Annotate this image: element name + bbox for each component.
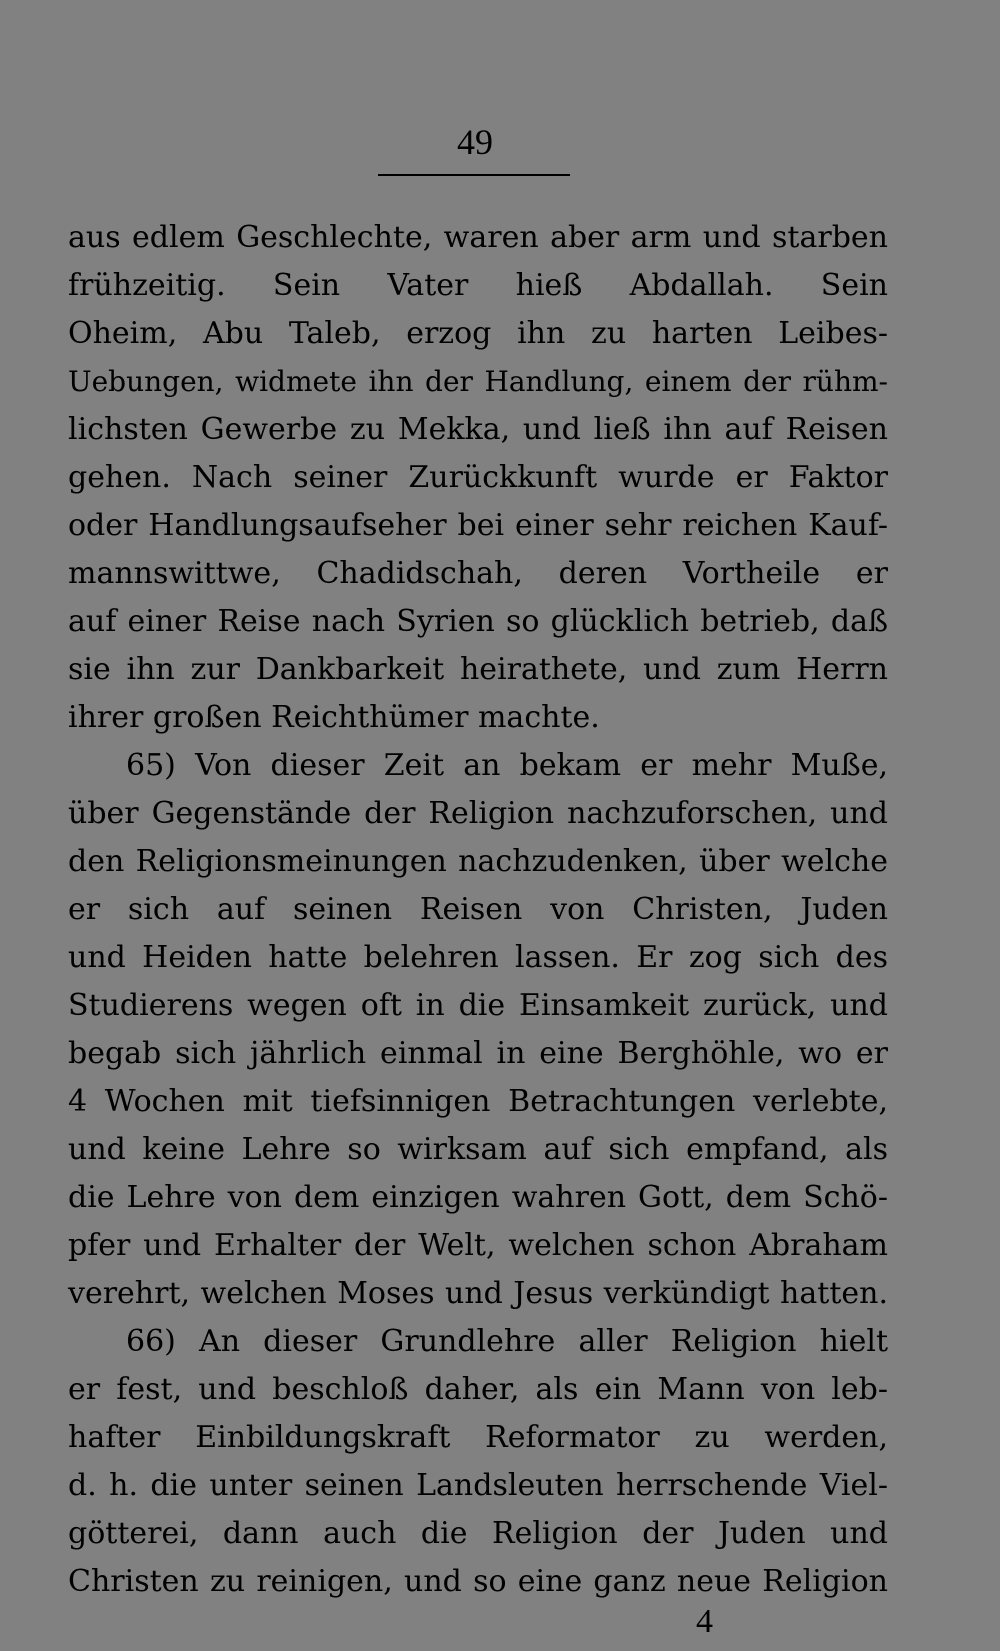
text-line: hafter Einbildungskraft Reformator zu werden, [68, 1420, 888, 1455]
text-line: auf einer Reise nach Syrien so glücklich betrieb, daß [68, 604, 888, 639]
text-line: er fest, und beschloß daher, als ein Mann von leb- [68, 1372, 888, 1407]
text-line: gehen. Nach seiner Zurückkunft wurde er Faktor [68, 460, 888, 495]
text-line: und keine Lehre so wirksam auf sich empfand, als [68, 1132, 888, 1167]
paragraph-65-start: 65) Von dieser Zeit an bekam er mehr Muße, [126, 748, 888, 783]
text-line: Uebungen, widmete ihn der Handlung, einem der rühm- [68, 365, 888, 398]
body-text [68, 214, 888, 1606]
signature-mark: 4 [696, 1603, 713, 1640]
text-line: frühzeitig. Sein Vater hieß Abdallah. Sein [68, 268, 888, 303]
text-line: Oheim, Abu Taleb, erzog ihn zu harten Leibes- [68, 316, 888, 351]
page-number: 49 [457, 122, 493, 162]
paragraph-66-start: 66) An dieser Grundlehre aller Religion hielt [126, 1324, 888, 1359]
text-line: verehrt, welchen Moses und Jesus verkündigt hatten. [68, 1276, 888, 1311]
text-line: und Heiden hatte belehren lassen. Er zog sich des [68, 940, 888, 975]
text-line: den Religionsmeinungen nachzudenken, über welche [68, 844, 888, 879]
text-line: aus edlem Geschlechte, waren aber arm und starben [68, 220, 888, 255]
text-line: er sich auf seinen Reisen von Christen, Juden [68, 892, 888, 927]
text-line: ihrer großen Reichthümer machte. [68, 700, 600, 735]
text-line: mannswittwe, Chadidschah, deren Vortheile er [68, 556, 888, 591]
text-line: Studierens wegen oft in die Einsamkeit zurück, und [68, 988, 888, 1023]
text-line: götterei, dann auch die Religion der Juden und [68, 1516, 888, 1551]
text-line: sie ihn zur Dankbarkeit heirathete, und zum Herrn [68, 652, 888, 687]
text-line: die Lehre von dem einzigen wahren Gott, dem Schö- [68, 1180, 888, 1215]
text-line: Christen zu reinigen, und so eine ganz neue Religion [68, 1564, 888, 1599]
text-line: pfer und Erhalter der Welt, welchen schon Abraham [68, 1228, 888, 1263]
text-line: oder Handlungsaufseher bei einer sehr reichen Kauf- [68, 508, 888, 543]
text-line: begab sich jährlich einmal in eine Berghöhle, wo er [68, 1036, 888, 1071]
header-rule [378, 174, 570, 176]
text-line: lichsten Gewerbe zu Mekka, und ließ ihn auf Reisen [68, 412, 888, 447]
text-line: über Gegenstände der Religion nachzuforschen, und [68, 796, 888, 831]
text-line: 4 Wochen mit tiefsinnigen Betrachtungen verlebte, [68, 1084, 888, 1119]
text-line: d. h. die unter seinen Landsleuten herrschende Viel- [68, 1468, 888, 1503]
